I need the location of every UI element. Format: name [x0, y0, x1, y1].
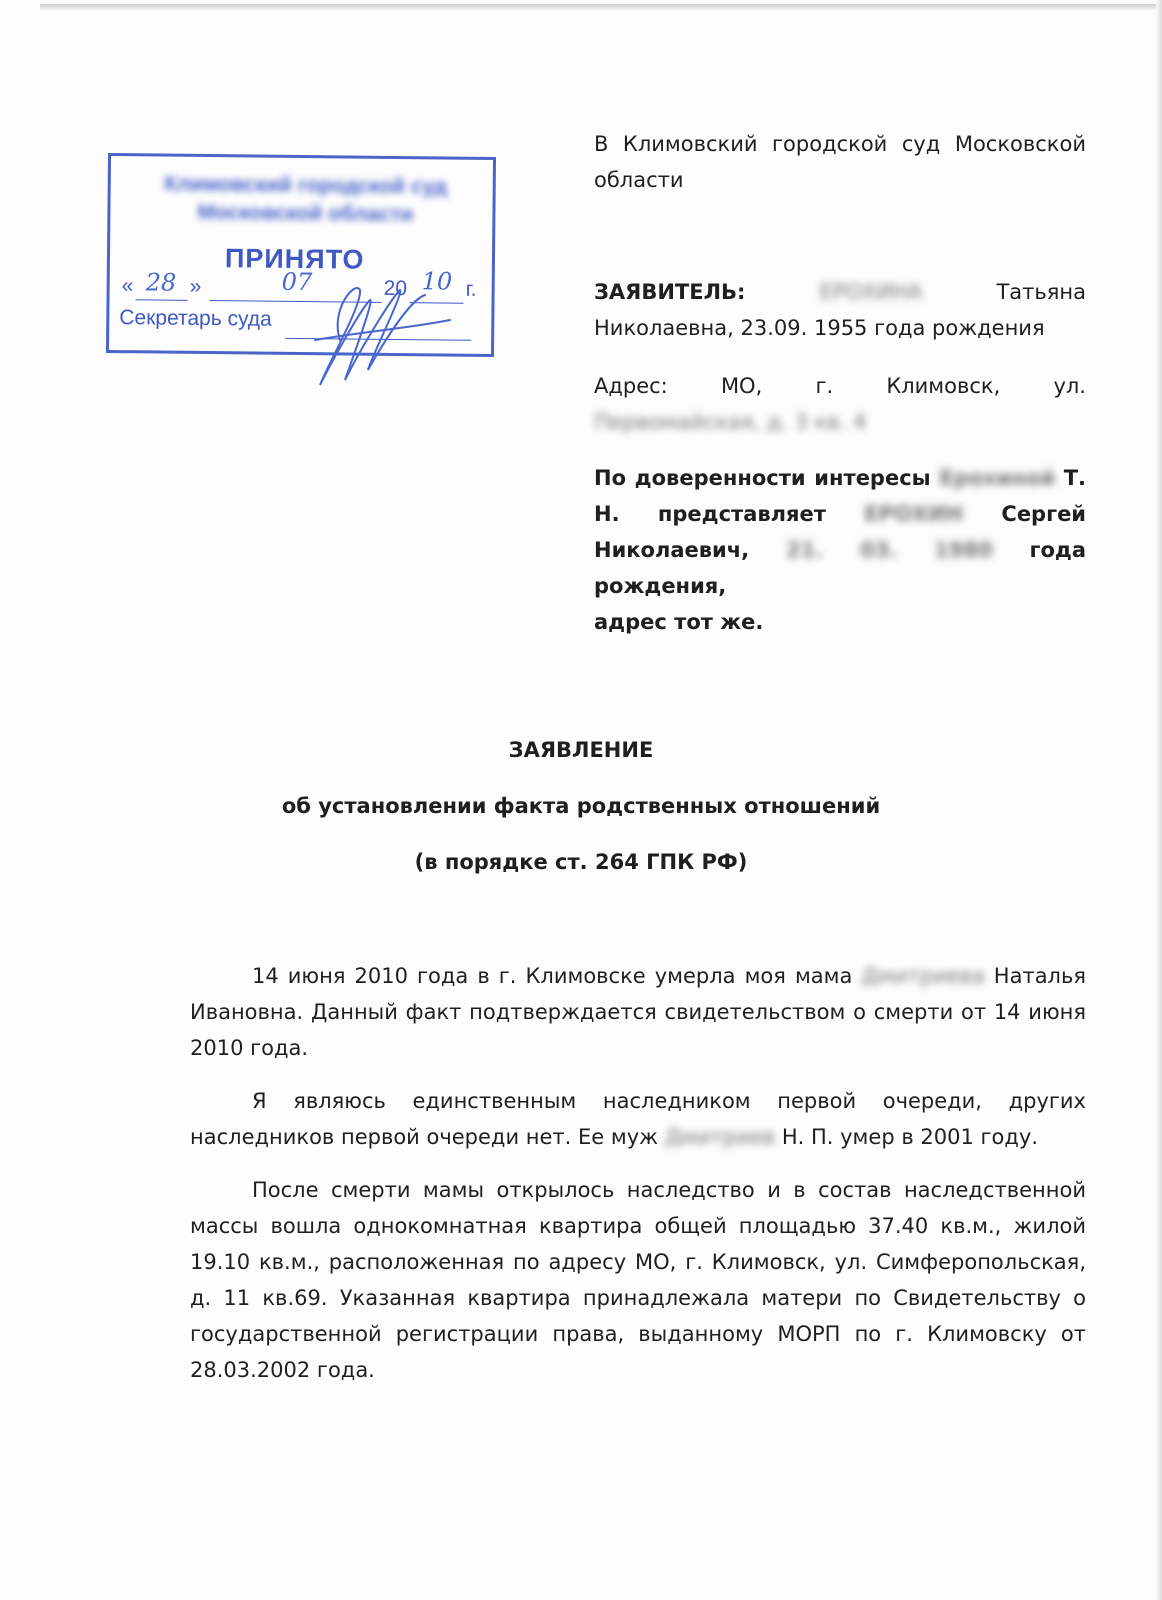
- proxy-principal-name: Ерохиной: [939, 466, 1056, 490]
- stamp-year-suffix: 10: [421, 267, 453, 296]
- applicant-line1: [594, 274, 1086, 310]
- address-word-2: МО,: [720, 374, 763, 398]
- proxy-representative-surname: ЕРОХИН: [864, 502, 964, 526]
- stamp-open-quote: «: [121, 274, 134, 298]
- proxy-text-5: Сергей: [1001, 502, 1087, 526]
- handwritten-signature: [300, 270, 460, 400]
- proxy-text-2: Т.: [1063, 466, 1087, 490]
- address-word-4: Климовск,: [886, 374, 1001, 398]
- applicant-line2: Николаевна, 23.09. 1955 года рождения: [594, 316, 1045, 340]
- stamp-secretary-label: Секретарь суда: [119, 306, 272, 331]
- applicant-label: ЗАЯВИТЕЛЬ:: [594, 280, 746, 304]
- proxy-text-4: представляет: [657, 502, 826, 526]
- applicant-first-name: Татьяна: [996, 280, 1086, 304]
- document-body: [190, 958, 1086, 1405]
- stamp-year-abbr: г.: [465, 277, 477, 301]
- document-subtitle: об установлении факта родственных отношений: [281, 794, 881, 818]
- address-word-5: ул.: [1053, 374, 1086, 398]
- court-addressee: В Климовский городской суд Московской области: [594, 132, 1086, 192]
- proxy-representative-dob: 21. 03. 1980: [786, 538, 993, 562]
- proxy-line2: [594, 496, 1086, 532]
- proxy-line3: [594, 532, 1086, 604]
- stamp-month: 07: [281, 267, 313, 297]
- paragraph-2-text-b: Н. П. умер в 2001 году.: [781, 1125, 1038, 1149]
- paragraph-1-text-a: 14 июня 2010 года в г. Климовске умерла моя мама: [252, 964, 853, 988]
- stamp-court-line2: Московской области: [197, 200, 414, 227]
- address-word-3: г.: [815, 374, 834, 398]
- proxy-block: [594, 460, 1086, 640]
- stamp-court-name: [130, 170, 481, 230]
- paragraph-1-text-b: Наталья Ивановна. Данный факт подтверждается свидетельством о смерти от 14 июня 2010 года.: [190, 964, 1086, 1060]
- paragraph-2-redacted-name: Дмитриев: [664, 1125, 776, 1149]
- address-block: [594, 368, 1086, 440]
- applicant-surname: ЕРОХИНА: [819, 280, 923, 304]
- page-top-edge: [40, 4, 1162, 10]
- address-line1: [594, 368, 1086, 404]
- stamp-title: ПРИНЯТО: [224, 243, 365, 275]
- paragraph-1: [190, 958, 1086, 1066]
- stamp-day: 28: [145, 268, 177, 297]
- paragraph-2: [190, 1083, 1086, 1155]
- document-title: ЗАЯВЛЕНИЕ: [508, 738, 654, 762]
- proxy-line4: адрес тот же.: [594, 610, 764, 634]
- paragraph-1-redacted-name: Дмитриева: [861, 964, 985, 988]
- proxy-text-3: Н.: [594, 502, 620, 526]
- proxy-text-6: Николаевич,: [594, 538, 750, 562]
- paragraph-3: После смерти мамы открылось наследство и в состав наследственной массы вошла однокомнатная квартира общей площадью 37.40 кв.м., жилой 19.10 кв.м., расположенная по адресу МО, г. Климовск, ул. Симферопольская, д. 11 кв.69. Указанная квартира принадлежала матери по Свидетельству о государственной регистрации права, выданному МОРП по г. Климовску от 28.03.2002 года.: [190, 1178, 1086, 1382]
- proxy-line1: [594, 460, 1086, 496]
- address-word-1: Адрес:: [594, 374, 668, 398]
- document-legal-basis: (в порядке ст. 264 ГПК РФ): [414, 850, 748, 874]
- paragraph-2-text-a: Я являюсь единственным наследником первой очереди, других наследников первой очереди нет. Ее муж: [190, 1089, 1086, 1149]
- stamp-court-line1: Климовский городской суд: [164, 172, 448, 199]
- proxy-text-1: По доверенности интересы: [594, 466, 931, 490]
- proxy-text-7: года рождения,: [594, 538, 1086, 598]
- address-street: Первомайская, д. 3 кв. 4: [594, 410, 867, 434]
- applicant-block: [594, 274, 1086, 346]
- stamp-close-quote: »: [189, 274, 202, 298]
- stamp-day-line: [136, 299, 188, 301]
- stamp-year-prefix: 20: [383, 276, 408, 301]
